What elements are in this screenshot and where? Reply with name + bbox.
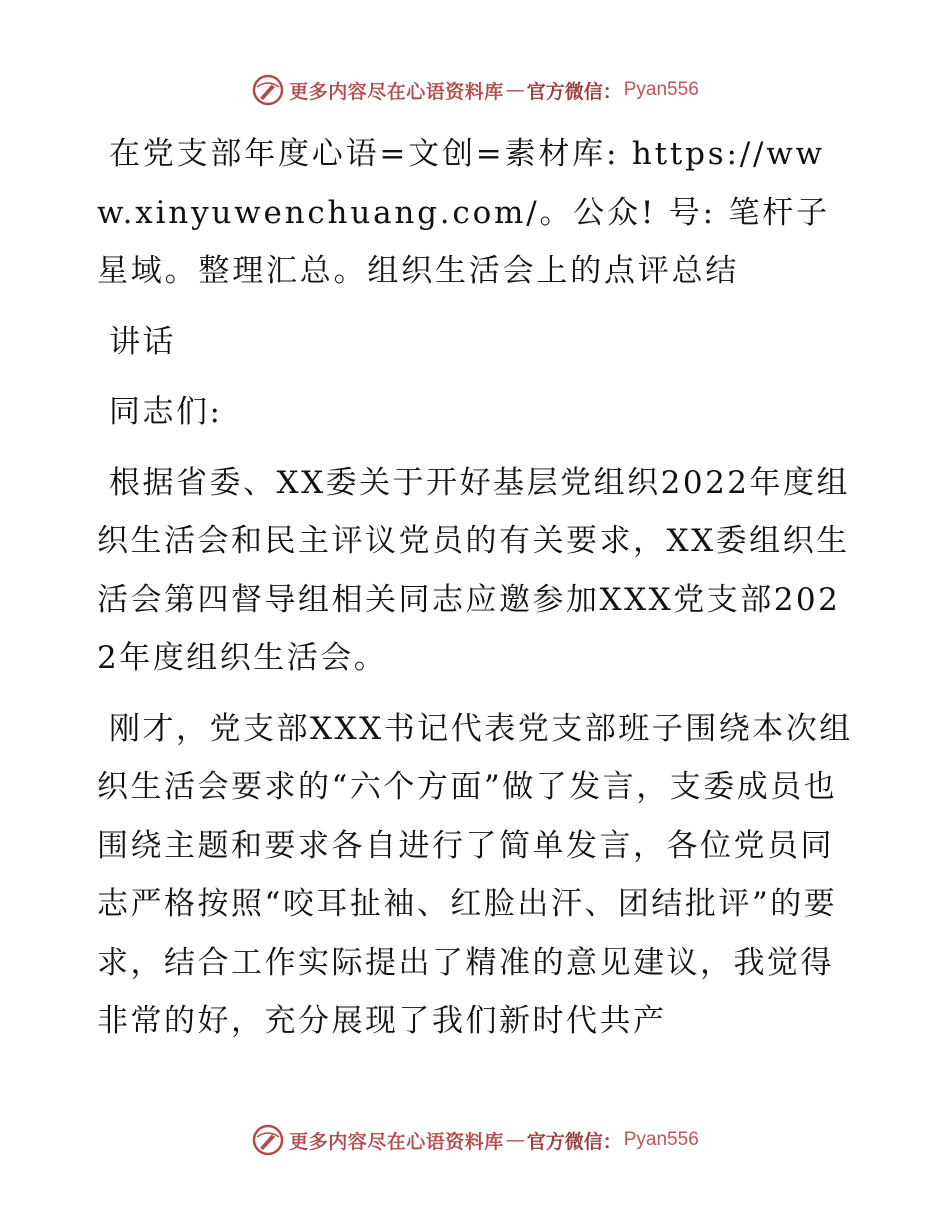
paragraph-greeting: 同志们: xyxy=(109,394,223,430)
pen-nib-logo-icon xyxy=(251,73,285,107)
wechat-account: Pyan556 xyxy=(623,1129,699,1150)
site-name: 更多内容尽在心语资料库 xyxy=(289,80,504,103)
separator-dash: — xyxy=(505,79,525,101)
wechat-label: 官方微信： xyxy=(526,80,622,103)
header-watermark-banner xyxy=(0,70,950,110)
site-name: 更多内容尽在心语资料库 xyxy=(289,1130,504,1153)
wechat-label: 官方微信： xyxy=(526,1130,622,1153)
separator-dash: — xyxy=(505,1129,525,1151)
document-body xyxy=(97,125,857,1051)
footer-watermark-banner xyxy=(0,1120,950,1160)
paragraph-speech-label: 讲话 xyxy=(109,323,176,360)
paragraph-body-1: 根据省委、XX委关于开好基层党组织2022年度组织生活会和民主评议党员的有关要求，XX委组织生活会第四督导组相关同志应邀参加XXX党支部2022年度组织生活会。 xyxy=(97,464,851,676)
paragraph-body-2: 刚才，党支部XXX书记代表党支部班子围绕本次组织生活会要求的“六个方面”做了发言，支委成员也围绕主题和要求各自进行了简单发言，各位党员同志严格按照“咬耳扯袖、红脸出汗、团结批评”的要求，结合工作实际提出了精准的意见建议，我觉得非常的好，充分展现了我们新时代共产 xyxy=(97,710,853,1039)
paragraph-title: 在党支部年度心语=文创=素材库: https://www.xinyuwenchuang.com/。公众! 号: 笔杆子星域。整理汇总。组织生活会上的点评总结 xyxy=(97,136,830,289)
wechat-account: Pyan556 xyxy=(623,79,699,100)
pen-nib-logo-icon xyxy=(251,1123,285,1157)
